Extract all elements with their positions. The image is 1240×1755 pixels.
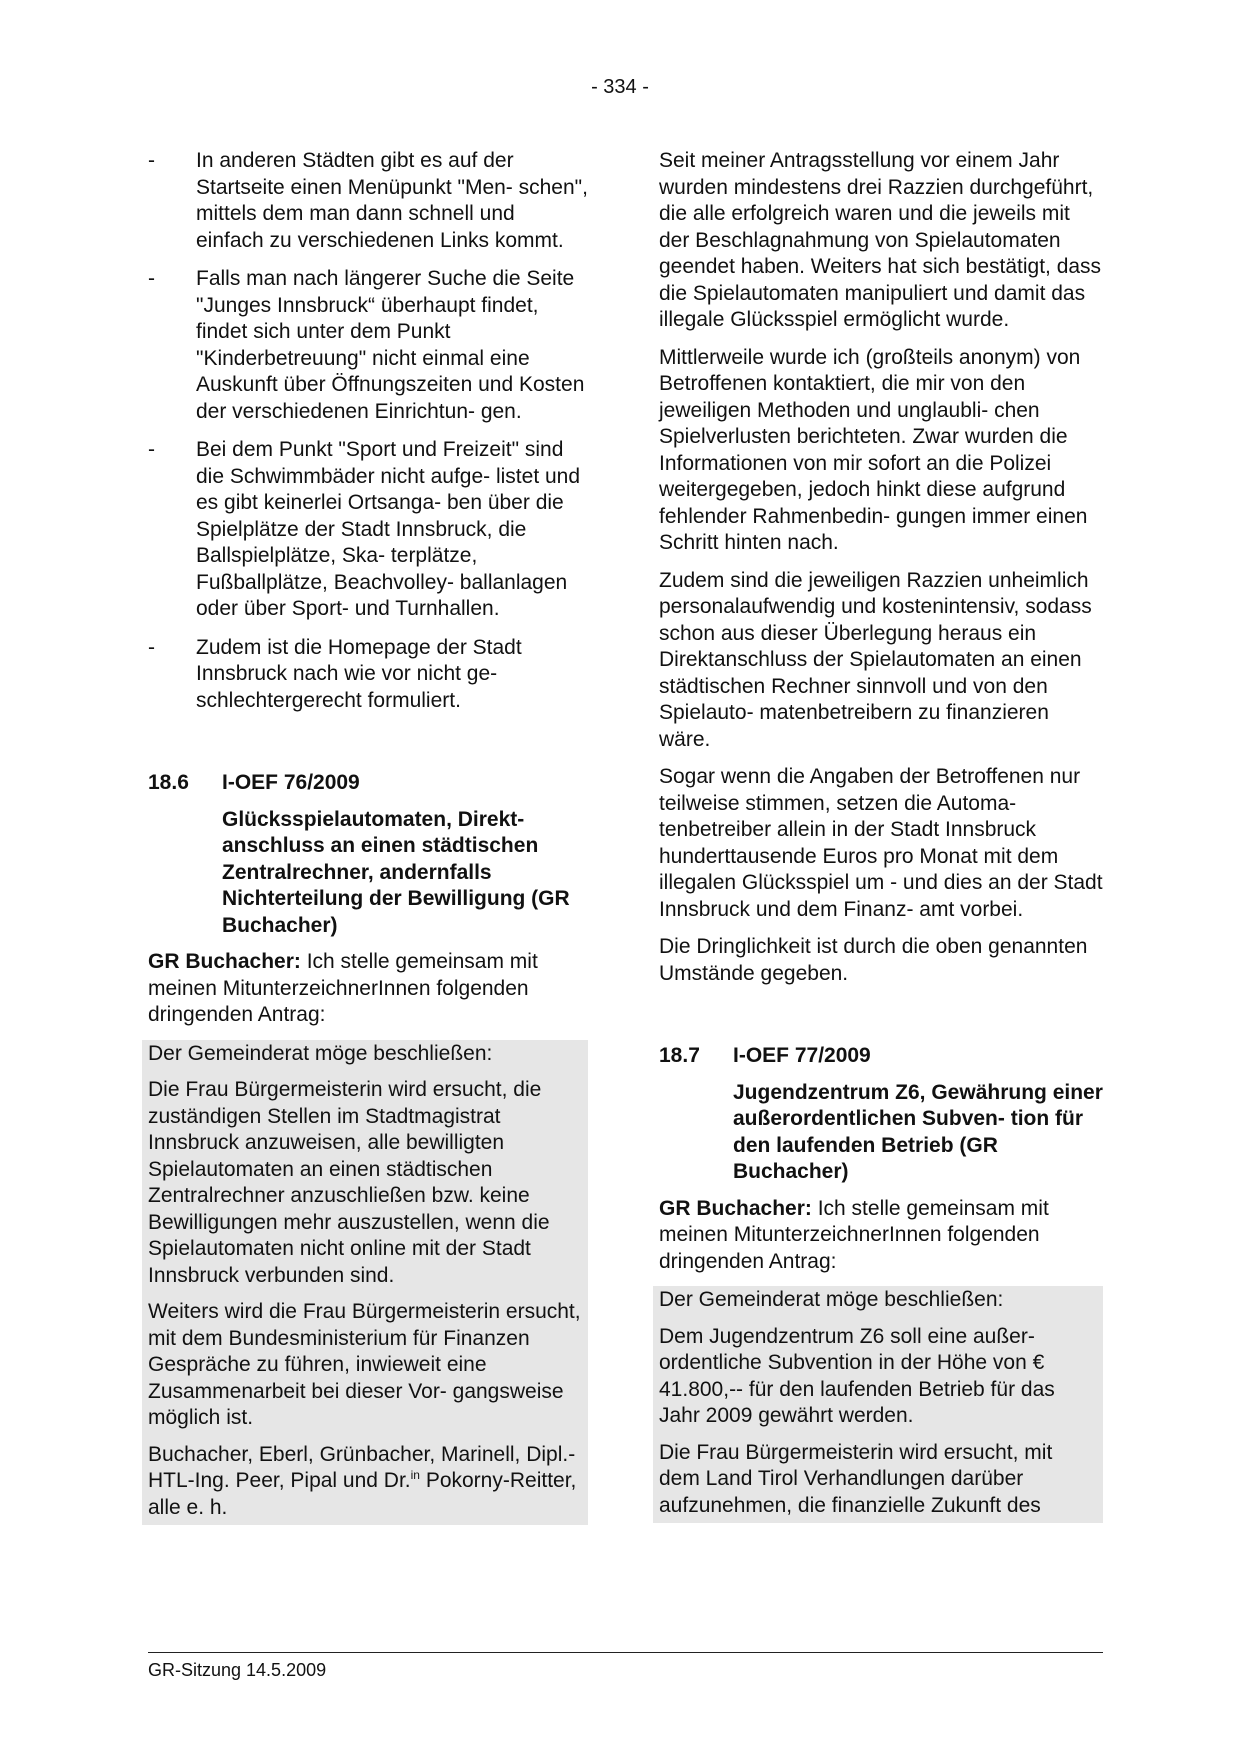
section-title: Jugendzentrum Z6, Gewährung einer außerordentlichen Subven- tion für den laufenden Betrieb (GR Buchacher) <box>733 1080 1103 1183</box>
body-paragraph: Zudem sind die jeweiligen Razzien unheimlich personalaufwendig und kostenintensiv, sodass schon aus dieser Überlegung heraus ein Direktanschluss der Spielautomaten an einen städtischen Rechner sinnvoll und von den Spielauto- matenbetreibern zu finanzieren wäre. <box>659 568 1092 751</box>
motion-paragraph: Die Frau Bürgermeisterin wird ersucht, die zuständigen Stellen im Stadtmagistrat Innsbruck anzuweisen, alle bewilligten Spielautomaten an einen städtischen Zentralrechner anzuschließen bzw. keine Bewilligungen mehr auszustellen, wenn die Spielautomaten nicht online mit der Stadt Innsbruck verbunden sind. <box>148 1078 550 1287</box>
signers-text: Buchacher, Eberl, Grünbacher, Marinell, Dipl.-HTL-Ing. Peer, Pipal und Dr. <box>148 1442 576 1492</box>
motion-heading: Der Gemeinderat möge beschließen: <box>148 1041 493 1065</box>
list-item <box>148 437 588 623</box>
motion-paragraph: Die Frau Bürgermeisterin wird ersucht, mit dem Land Tirol Verhandlungen darüber aufzunehmen, die finanzielle Zukunft des <box>659 1440 1053 1517</box>
list-item-text: Zudem ist die Homepage der Stadt Innsbruck nach wie vor nicht ge- schlechtergerecht formuliert. <box>196 635 522 712</box>
speaker-name: GR Buchacher: <box>148 950 301 973</box>
intro-text: Ich stelle gemeinsam mit meinen MitunterzeichnerInnen folgenden dringenden Antrag: <box>148 950 538 1026</box>
section-number: 18.7 <box>659 1044 700 1067</box>
list-item <box>148 635 588 715</box>
intro-paragraph <box>148 949 588 1029</box>
section-number: 18.6 <box>148 771 189 794</box>
list-item <box>148 148 588 254</box>
body-paragraph: Die Dringlichkeit ist durch die oben genannten Umstände gegeben. <box>659 935 1088 985</box>
bullet-marker: - <box>148 438 155 461</box>
intro-text: Ich stelle gemeinsam mit meinen MitunterzeichnerInnen folgenden dringenden Antrag: <box>659 1196 1049 1273</box>
section-code: I-OEF 76/2009 <box>222 771 360 794</box>
list-item-text: In anderen Städten gibt es auf der Startseite einen Menüpunkt "Men- schen", mittels dem man dann schnell und einfach zu verschiedenen Links kommt. <box>196 149 588 252</box>
page-number: - 334 - <box>591 76 649 98</box>
bullet-marker: - <box>148 635 155 659</box>
list-item <box>148 266 588 425</box>
speaker-name: GR Buchacher: <box>659 1196 812 1220</box>
section-heading-18-7 <box>659 1043 1103 1070</box>
body-paragraph: Sogar wenn die Angaben der Betroffenen nur teilweise stimmen, setzen die Automa- tenbetreiber allein in der Stadt Innsbruck hunderttausende Euros pro Monat mit dem illegalen Glücksspiel um - und dies an der Stadt Innsbruck und dem Finanz- amt vorbei. <box>659 765 1103 921</box>
body-paragraph: Seit meiner Antragsstellung vor einem Jahr wurden mindestens drei Razzien durchgeführt, die alle erfolgreich waren und die jeweils mit der Beschlagnahmung von Spielautomaten geendet haben. Weiters hat sich bestätigt, dass die Spielautomaten manipuliert und damit das illegale Glücksspiel ermöglicht wurde. <box>659 149 1102 331</box>
motion-signers <box>148 1442 582 1522</box>
section-title: Glücksspielautomaten, Direkt- anschluss an einen städtischen Zentralrechner, andernfalls Nichterteilung der Bewilligung (GR Buchacher) <box>222 807 570 937</box>
section-heading-18-6 <box>148 770 588 797</box>
motion-paragraph: Dem Jugendzentrum Z6 soll eine außer- ordentliche Subvention in der Höhe von € 41.800,-- für den laufenden Betrieb für das Jahr 2009 gewährt werden. <box>659 1324 1055 1427</box>
motion-heading: Der Gemeinderat möge beschließen: <box>659 1288 1004 1311</box>
footer-text: GR-Sitzung 14.5.2009 <box>148 1660 327 1680</box>
right-column <box>659 148 1103 1523</box>
list-item-text: Bei dem Punkt "Sport und Freizeit" sind die Schwimmbäder nicht aufge- listet und es gibt keinerlei Ortsanga- ben über die Spielplätze der Stadt Innsbruck, die Ballspielplätze, Ska- terplätze, Fußballplätze, Beachvolley- ballanlagen oder über Sport- und Turnhallen. <box>196 438 581 620</box>
intro-paragraph <box>659 1196 1103 1276</box>
signers-superscript: in <box>410 1468 420 1482</box>
left-column <box>148 148 588 1525</box>
bullet-marker: - <box>148 267 155 290</box>
signers-text-end: Pokorny-Reitter, alle e. h. <box>148 1469 577 1519</box>
bullet-marker: - <box>148 149 155 172</box>
body-paragraph: Mittlerweile wurde ich (großteils anonym) von Betroffenen kontaktiert, die mir von den jeweiligen Methoden und unglaubli- chen Spielverlusten berichteten. Zwar wurden die Informationen von mir sofort an die Polizei weitergegeben, jedoch hinkt diese aufgrund fehlender Rahmenbedin- gungen immer einen Schritt hinten nach. <box>659 345 1088 554</box>
section-code: I-OEF 77/2009 <box>733 1044 871 1067</box>
list-item-text: Falls man nach längerer Suche die Seite "Junges Innsbruck“ überhaupt findet, findet sich unter dem Punkt "Kinderbetreuung" nicht einmal eine Auskunft über Öffnungszeiten und Kosten der verschiedenen Einrichtun- gen. <box>196 267 585 423</box>
motion-box <box>142 1040 588 1526</box>
motion-box <box>653 1286 1103 1523</box>
footer-divider <box>148 1652 1103 1653</box>
motion-paragraph: Weiters wird die Frau Bürgermeisterin ersucht, mit dem Bundesministerium für Finanzen Gespräche zu führen, inwieweit eine Zusammenarbeit bei dieser Vor- gangsweise möglich ist. <box>148 1300 581 1429</box>
